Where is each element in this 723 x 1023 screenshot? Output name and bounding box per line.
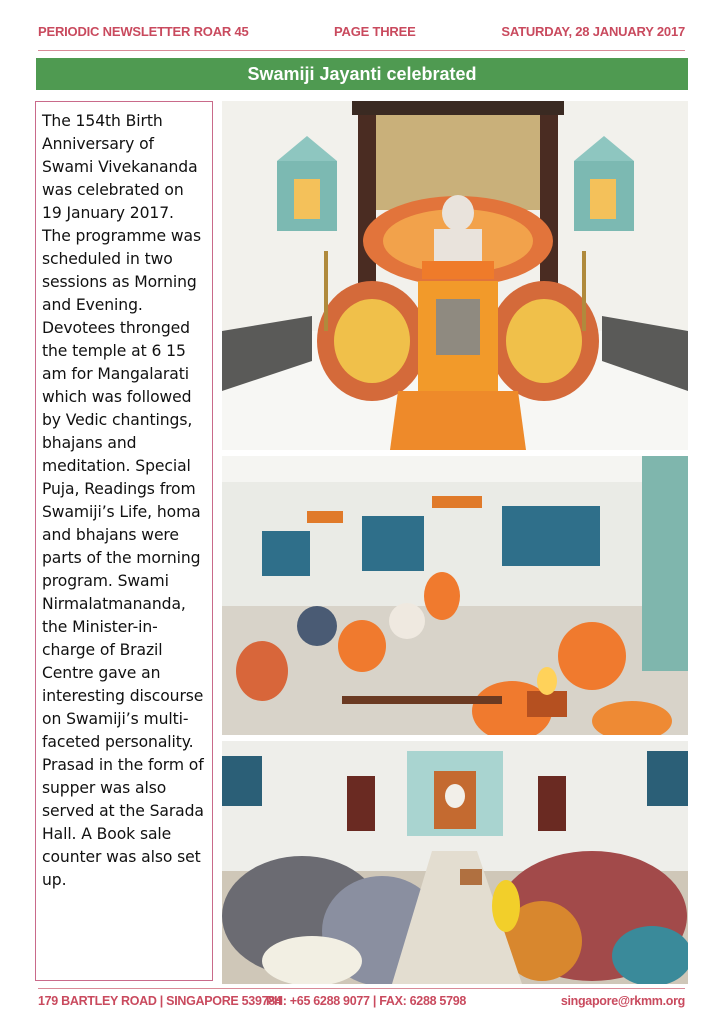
header-divider	[38, 50, 685, 51]
puja-hall-photo	[222, 456, 688, 735]
evening-gathering-photo	[222, 741, 688, 984]
page-number: PAGE THREE	[334, 24, 416, 39]
newsletter-footer	[38, 994, 685, 1012]
footer-email-link[interactable]: singapore@rkmm.org	[560, 994, 685, 1008]
article-body: The 154th Birth Anniversary of Swami Vivekananda was celebrated on 19 January 2017. The programme was scheduled in two sessions as Morning and Evening. Devotees thronged the temple at 6 15 am for Mangalarati which was followed by Vedic chantings, bhajans and meditation. Special Puja, Readings from Swamiji’s Life, homa and bhajans were parts of the morning program. Swami Nirmalatmananda, the Minister-in-charge of Brazil Centre gave an interesting discourse on Swamiji’s multi-faceted personality. Prasad in the form of supper was also served at the Sarada Hall. A Book sale counter was also set up.	[42, 112, 204, 889]
puja-illustration	[222, 456, 688, 735]
newsletter-header	[38, 24, 685, 42]
shrine-photo	[222, 101, 688, 450]
article-title-bar	[36, 58, 688, 90]
gathering-illustration	[222, 741, 688, 984]
shrine-illustration	[222, 101, 688, 450]
newsletter-issue: PERIODIC NEWSLETTER ROAR 45	[38, 24, 249, 39]
article-title: Swamiji Jayanti celebrated	[247, 63, 477, 84]
issue-date: SATURDAY, 28 JANUARY 2017	[501, 24, 685, 39]
footer-phone: PH: +65 6288 9077 | FAX: 6288 5798	[266, 994, 467, 1008]
footer-divider	[38, 988, 685, 989]
footer-address: 179 BARTLEY ROAD | SINGAPORE 539784	[38, 994, 282, 1008]
article-text-box	[35, 101, 213, 981]
